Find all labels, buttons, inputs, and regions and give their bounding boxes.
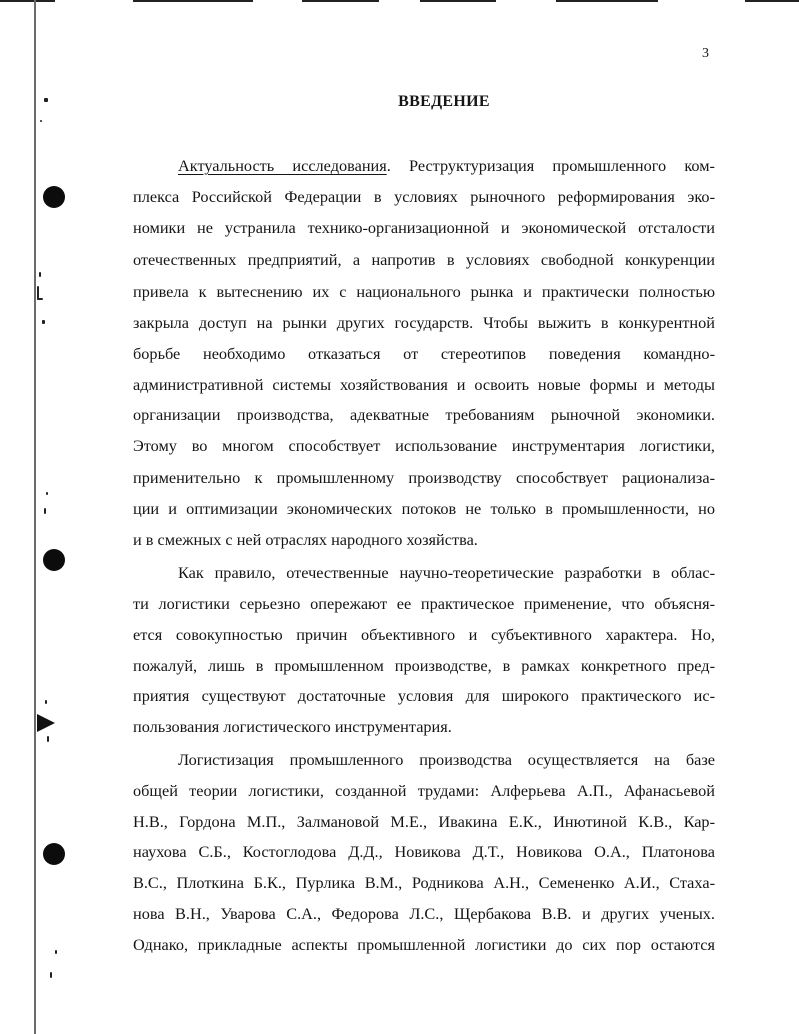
text-line: ется совокупностью причин объективного и субъективного характера. Но, xyxy=(133,625,715,644)
text-line: нова В.Н., Уварова С.А., Федорова Л.С., Щербакова В.В. и других ученых. xyxy=(133,904,715,923)
scan-speck xyxy=(37,298,43,300)
scan-speck xyxy=(50,972,52,978)
text-line: В.С., Плоткина Б.К., Пурлика В.М., Родникова А.Н., Семененко А.И., Стаха- xyxy=(133,873,715,892)
page-heading: ВВЕДЕНИЕ xyxy=(398,93,490,110)
scan-arrow-mark xyxy=(37,714,55,732)
text-line: административной системы хозяйствования и освоить новые формы и методы xyxy=(133,375,715,394)
scan-speck xyxy=(55,950,57,954)
text-line: приятия существуют достаточные условия для широкого практического ис- xyxy=(133,686,715,705)
text-line: и в смежных с ней отраслях народного хозяйства. xyxy=(133,530,478,549)
text-line: плекса Российской Федерации в условиях рыночного реформирования эко- xyxy=(133,187,715,206)
text-line: Этому во многом способствует использование инструментария логистики, xyxy=(133,436,715,455)
text-line: Актуальность исследования. Реструктуризация промышленного ком- xyxy=(178,156,715,175)
scan-speck xyxy=(45,700,47,704)
text-line: пожалуй, лишь в промышленном производстве, в рамках конкретного пред- xyxy=(133,656,715,675)
scan-speck xyxy=(44,508,46,514)
text-line: Логистизация промышленного производства осуществляется на базе xyxy=(178,750,715,769)
text-line: ции и оптимизации экономических потоков не только в промышленности, но xyxy=(133,499,715,518)
text-line: применительно к промышленному производству способствует рационализа- xyxy=(133,468,715,487)
scan-speck xyxy=(47,736,49,742)
scan-speck xyxy=(46,492,48,495)
top-scan-rule xyxy=(556,0,658,2)
text-line: общей теории логистики, созданной трудами: Алферьева А.П., Афанасьевой xyxy=(133,781,715,800)
punch-hole xyxy=(43,843,65,865)
text-line: Н.В., Гордона М.П., Залмановой М.Е., Ивакина Е.К., Инютиной К.В., Кар- xyxy=(133,812,715,831)
top-scan-rule xyxy=(0,0,55,2)
top-scan-rule xyxy=(420,0,496,2)
top-scan-rule xyxy=(302,0,379,2)
text-line: борьбе необходимо отказаться от стереотипов поведения командно- xyxy=(133,344,715,363)
scan-speck xyxy=(40,120,42,122)
text-line: отечественных предприятий, а напротив в условиях свободной конкуренции xyxy=(133,250,715,269)
punch-hole xyxy=(43,186,65,208)
page-number: 3 xyxy=(702,46,709,61)
scan-speck xyxy=(39,272,41,277)
text-line: организации производства, адекватные требованиям рыночной экономики. xyxy=(133,405,715,424)
punch-hole xyxy=(43,549,65,571)
top-scan-rule xyxy=(745,0,799,2)
left-scan-edge xyxy=(34,0,36,1034)
text-line: ти логистики серьезно опережают ее практическое применение, что объясня- xyxy=(133,594,715,613)
text-line: Однако, прикладные аспекты промышленной логистики до сих пор остаются xyxy=(133,935,715,954)
text-line: Как правило, отечественные научно-теоретические разработки в облас- xyxy=(178,563,715,582)
text-line: наухова С.Б., Костоглодова Д.Д., Новикова Д.Т., Новикова О.А., Платонова xyxy=(133,842,715,861)
top-scan-rule xyxy=(133,0,253,2)
text-line: закрыла доступ на рынки других государств. Чтобы выжить в конкурентной xyxy=(133,313,715,332)
scan-speck xyxy=(42,320,45,324)
text-line: привела к вытеснению их с национального рынка и практически полностью xyxy=(133,282,715,301)
section-lead: Актуальность исследования xyxy=(178,156,387,175)
text-line: пользования логистического инструментария. xyxy=(133,717,452,736)
text-line: номики не устранила технико-организационной и экономической отсталости xyxy=(133,218,715,237)
